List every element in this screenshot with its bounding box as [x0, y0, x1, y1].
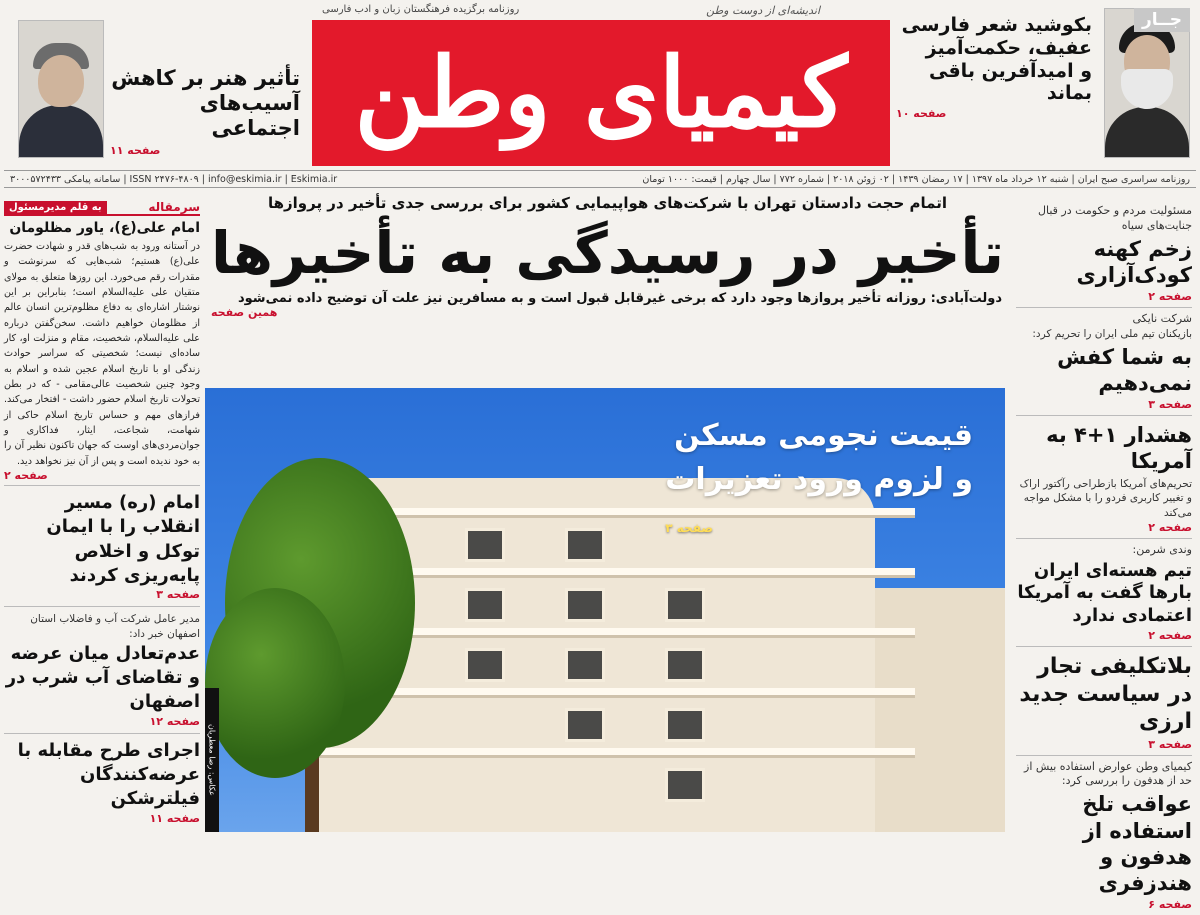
logo-text: کیمیای وطن	[354, 36, 848, 149]
news-item[interactable]: وندی شرمن: تیم هسته‌ای ایران بارها گفت به آمریکا اعتمادی ندارد صفحه ۲	[1016, 539, 1192, 647]
page-ref: صفحه ۳	[665, 521, 713, 535]
issue-info-bar	[4, 170, 1196, 188]
page-ref: صفحه ۱۰	[896, 107, 947, 121]
news-item[interactable]: امام (ره) مسیر انقلاب را با ایمان توکل و اخلاص پایه‌ریزی کردند صفحه ۳	[4, 485, 200, 606]
editor-badge: به قلم مدیرمسئول	[4, 201, 107, 214]
news-item[interactable]: شرکت نایکی بازیکنان تیم ملی ایران را تحریم کرد: به شما کفش نمی‌دهیم صفحه ۳	[1016, 308, 1192, 416]
news-item[interactable]: هشدار ۱+۴ به آمریکا تحریم‌های آمریکا بازطراحی رآکتور اراک و تغییر کاربری فردو را با مشکل مواجه می‌کند صفحه ۲	[1016, 416, 1192, 539]
news-item[interactable]: اجرای طرح مقابله با عرضه‌کنندگان فیلترشکن صفحه ۱۱	[4, 733, 200, 830]
left-news-column	[4, 200, 200, 830]
masthead-logo	[312, 4, 890, 166]
section-tag: جــار	[1134, 8, 1190, 32]
main-kicker: اتمام حجت دادستان تهران با شرکت‌های هواپیمایی کشور برای بررسی جدی تأخیر در پروازها	[267, 194, 947, 212]
page-ref: صفحه ۲	[4, 469, 48, 483]
editorial[interactable]	[4, 220, 200, 485]
editorial-title: امام علی(ع)، یاور مظلومان	[9, 220, 200, 236]
page-ref: همین صفحه	[211, 306, 278, 320]
editorial-label: سرمقاله	[148, 200, 200, 214]
news-item[interactable]: کیمیای وطن عوارض استفاده بیش از حد از هدفون را بررسی کرد: عواقب تلخ استفاده از هدفون و هندزفری صفحه ۶	[1016, 756, 1192, 915]
subtitle: روزنامه برگزیده فرهنگستان زبان و ادب فارسی	[322, 4, 520, 15]
news-item[interactable]: مدیر عامل شرکت آب و فاضلاب استان اصفهان خبر داد: عدم‌تعادل میان عرضه و تقاضای آب شرب در اصفهان صفحه ۱۲	[4, 606, 200, 732]
news-item[interactable]: مسئولیت مردم و حکومت در قبال جنایت‌های سیاه زخم کهنه کودک‌آزاری صفحه ۲	[1016, 200, 1192, 308]
minister-portrait	[18, 20, 104, 158]
page-ref: صفحه ۶	[1148, 898, 1192, 912]
top-left-teaser[interactable]	[4, 4, 306, 164]
editorial-header	[4, 200, 200, 216]
right-news-column	[1016, 200, 1196, 912]
page-ref: صفحه ۲	[1148, 290, 1192, 304]
page-ref: صفحه ۳	[1148, 737, 1192, 751]
main-headline[interactable]: تأخیر در رسیدگی به تأخیرها	[210, 219, 1005, 287]
main-story	[205, 192, 1010, 832]
main-subheadline: دولت‌آبادی: روزانه تأخیر پروازها وجود دارد که برخی غیرقابل قبول است و به مسافرین نیز علت آن توضیح داده نمی‌شود	[237, 291, 1002, 307]
top-left-headline: تأثیر هنر بر کاهش آسیب‌های اجتماعی صفحه ۱۱	[110, 66, 300, 157]
page-ref: صفحه ۱۲	[149, 714, 200, 728]
issue-details: روزنامه سراسری صبح ایران | شنبه ۱۲ خرداد ماه ۱۳۹۷ | ۱۷ رمضان ۱۴۳۹ | ۰۲ ژوئن ۲۰۱۸ | شماره ۷۷۲ | سال چهارم | قیمت: ۱۰۰۰ تومان	[642, 173, 1190, 185]
editorial-body: در آستانه ورود به شب‌های قدر و شهادت حضرت علی(ع) هستیم؛ شب‌هایی که سرنوشت و مقدرات رقم می‌خورد. این روزها متعلق به مولای متقیان علی علیه‌السلام است؛ بنابراین بر این نوشتار اشاره‌ای به دفاع مظلوم‌ترین انسان عالم از مظلومان خواهیم داشت. سخن‌گفتن درباره علی علیه‌السلام، شخصیت، مقام و منزلت او، کار ساده‌ای نیست؛ شخصیتی که سراسر حوادث زندگی او با تاریخ اسلام عجین شده و اسلام به وجود چنین شخصیت عالی‌مقامی - که در بطن تحولات تاریخ اسلام حضور داشت - افتخار می‌کند. فرازهای مهم و حساس تاریخ اسلام حاکی از شهامت، شجاعت، ایثار، فداکاری و جوان‌مردی‌های اوست که جهان تاکنون نظیر آن را به خود ندیده است و پس از آن نیز نخواهد دید.	[4, 241, 200, 467]
contact-details: ISSN ۲۴۷۶-۴۸۰۹ | info@eskimia.ir | Eskimia.ir | سامانه پیامکی ۳۰۰۰۵۷۲۴۳۳	[10, 173, 338, 185]
cover-photo[interactable]	[205, 388, 1005, 832]
slogan: اندیشه‌ای از دوست وطن	[706, 4, 820, 17]
photo-credit: عکاس: رضا معطریان	[205, 688, 219, 832]
page-ref: صفحه ۱۱	[110, 143, 161, 157]
page-ref: صفحه ۱۱	[149, 811, 200, 825]
top-right-teaser[interactable]	[896, 4, 1196, 164]
page-ref: صفحه ۲	[1148, 520, 1192, 534]
top-right-headline: بکوشید شعر فارسی عفیف، حکمت‌آمیز و امیدآفرین باقی بماند صفحه ۱۰	[896, 14, 1092, 121]
news-item[interactable]: بلاتکلیفی تجار در سیاست جدید ارزی صفحه ۳	[1016, 647, 1192, 756]
page-ref: صفحه ۳	[1148, 398, 1192, 412]
page-ref: صفحه ۳	[156, 588, 200, 602]
page-ref: صفحه ۲	[1148, 629, 1192, 643]
photo-headline: قیمت نجومی مسکن و لزوم ورود تعزیرات صفحه ۳	[665, 414, 973, 545]
